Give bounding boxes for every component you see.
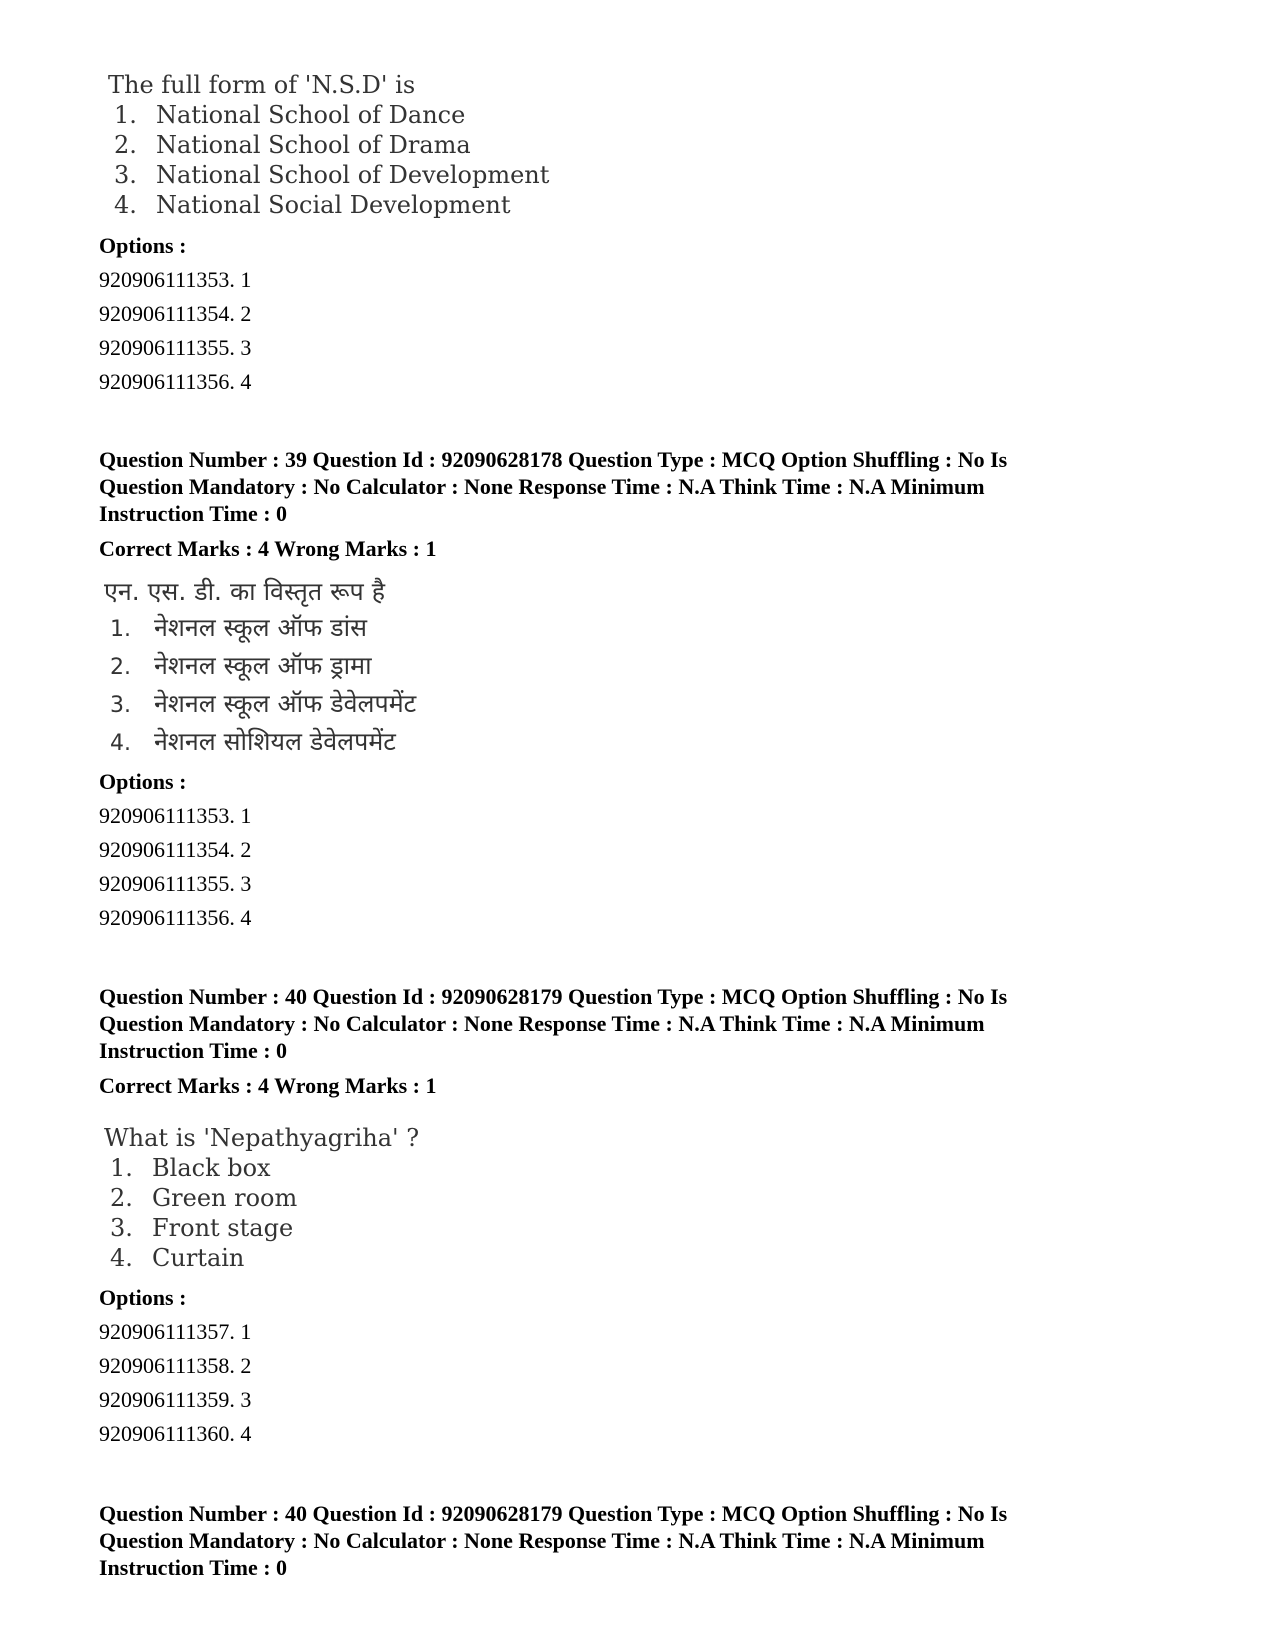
question-option: 3. National School of Development [114,161,550,189]
question-stem: एन. एस. डी. का विस्तृत रूप है [104,577,385,606]
question-option: 4. नेशनल सोशियल डेवेलपमेंट [110,727,396,756]
question-option: 1. Black box [110,1154,271,1182]
question-option: 2. नेशनल स्कूल ऑफ ड्रामा [110,651,372,680]
question-option: 3. नेशनल स्कूल ऑफ डेवेलपमेंट [110,689,417,718]
option-id-line: 920906111356. 4 [99,369,252,394]
question-option: 4. National Social Development [114,191,511,219]
question-option: 2. National School of Drama [114,131,471,159]
options-label: Options : [99,233,187,258]
question-image [104,574,416,762]
option-id-line: 920906111356. 4 [99,905,252,930]
option-id-line: 920906111357. 1 [99,1319,252,1344]
question-stem: The full form of 'N.S.D' is [108,71,416,99]
options-label: Options : [99,1285,187,1310]
option-id-line: 920906111360. 4 [99,1421,252,1446]
question-image [104,1123,419,1273]
marks-line: Correct Marks : 4 Wrong Marks : 1 [99,536,437,561]
question-option: 2. Green room [110,1184,298,1212]
option-id-line: 920906111353. 1 [99,267,252,292]
question-stem: What is 'Nepathyagriha' ? [104,1124,420,1152]
options-label: Options : [99,769,187,794]
option-id-line: 920906111359. 3 [99,1387,252,1412]
question-option: 1. नेशनल स्कूल ऑफ डांस [110,613,368,642]
option-id-line: 920906111358. 2 [99,1353,252,1378]
option-id-line: 920906111353. 1 [99,803,252,828]
question-option: 1. National School of Dance [114,101,466,129]
question-option: 3. Front stage [110,1214,294,1242]
marks-line: Correct Marks : 4 Wrong Marks : 1 [99,1073,437,1098]
option-id-line: 920906111354. 2 [99,837,252,862]
question-option: 4. Curtain [110,1244,245,1272]
option-id-line: 920906111355. 3 [99,871,252,896]
question-meta: Question Number : 40 Question Id : 92090628179 Question Type : MCQ Option Shuffling : No Is Question Mandatory : No Calculator : None Response Time : N.A Think Time : N.A Minimum Instruction Time : 0 [99,1501,1008,1580]
option-id-line: 920906111355. 3 [99,335,252,360]
question-image [108,70,549,220]
option-id-line: 920906111354. 2 [99,301,252,326]
question-meta: Question Number : 40 Question Id : 92090628179 Question Type : MCQ Option Shuffling : No Is Question Mandatory : No Calculator : None Response Time : N.A Think Time : N.A Minimum Instruction Time : 0 [99,984,1008,1063]
question-meta: Question Number : 39 Question Id : 92090628178 Question Type : MCQ Option Shuffling : No Is Question Mandatory : No Calculator : None Response Time : N.A Think Time : N.A Minimum Instruction Time : 0 [99,447,1008,526]
